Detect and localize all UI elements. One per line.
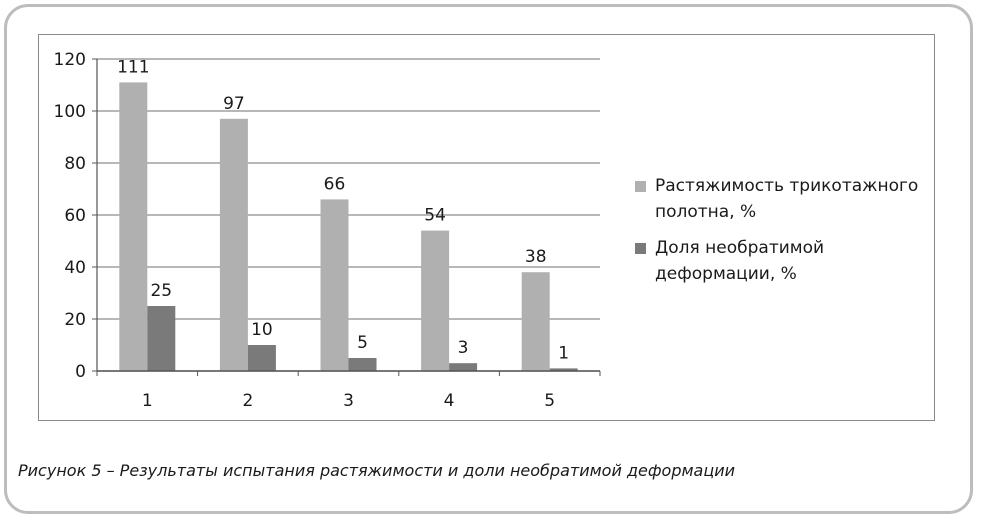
data-label-series-2: 25 <box>150 281 173 301</box>
data-label-series-2: 5 <box>357 333 368 353</box>
bar-series-2-cat-4 <box>449 363 477 371</box>
y-tick-label: 120 <box>53 50 86 70</box>
data-label-series-1: 54 <box>424 205 446 226</box>
data-label-series-2: 1 <box>558 343 570 364</box>
legend-swatch-series-1 <box>635 181 646 192</box>
legend-item-series-1 <box>635 173 935 225</box>
bar-series-1-cat-5 <box>522 272 550 371</box>
figure-caption: Рисунок 5 – Результаты испытания растяжимости и доли необратимой деформации <box>18 461 736 480</box>
legend-label-series-1: Растяжимость трикотажного полотна, % <box>655 176 919 222</box>
bar-series-1-cat-3 <box>321 199 349 371</box>
bar-series-1-cat-4 <box>421 231 449 371</box>
bar-series-2-cat-2 <box>248 345 276 371</box>
data-label-series-1: 111 <box>117 57 150 78</box>
data-label-series-2: 3 <box>457 338 469 359</box>
y-tick-label: 20 <box>64 310 86 330</box>
x-tick-label: 2 <box>242 391 254 411</box>
data-label-series-1: 38 <box>524 247 547 268</box>
x-tick-label: 5 <box>544 391 556 411</box>
legend-label-series-2: Доля необратимой деформации, % <box>655 238 825 284</box>
bar-series-2-cat-1 <box>147 306 175 371</box>
bar-series-1-cat-1 <box>119 82 147 371</box>
legend-swatch-series-2 <box>635 243 646 254</box>
data-label-series-2: 10 <box>251 320 273 340</box>
x-tick-label: 4 <box>443 391 455 411</box>
legend-item-series-2 <box>635 235 935 287</box>
y-tick-label: 60 <box>64 206 86 226</box>
data-label-series-1: 97 <box>223 93 245 114</box>
x-tick-label: 1 <box>141 391 153 411</box>
y-tick-label: 40 <box>64 258 86 278</box>
legend <box>635 173 935 297</box>
data-label-series-1: 66 <box>323 174 346 195</box>
y-tick-label: 0 <box>75 362 86 382</box>
y-tick-label: 100 <box>53 102 86 122</box>
bar-series-1-cat-2 <box>220 119 248 371</box>
bar-series-2-cat-3 <box>349 358 377 371</box>
x-tick-label: 3 <box>343 391 354 411</box>
y-tick-label: 80 <box>64 154 86 174</box>
